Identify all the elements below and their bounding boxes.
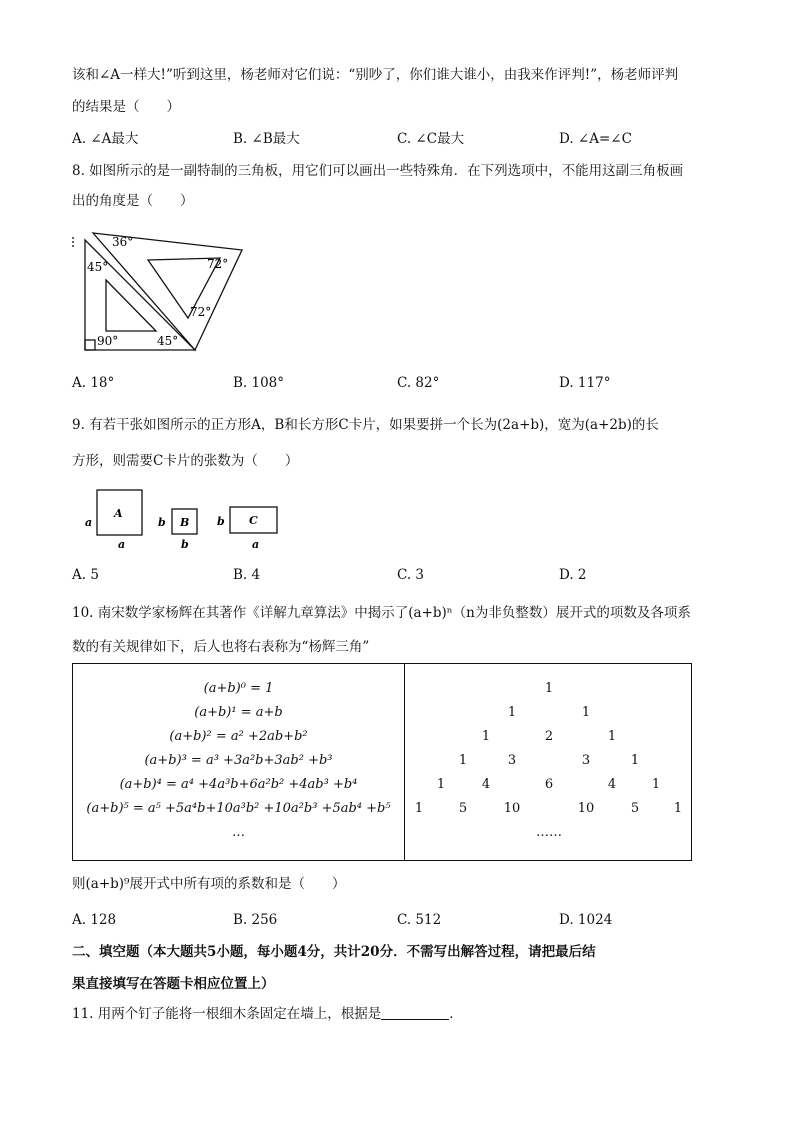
card-b-side: b bbox=[158, 516, 166, 529]
card-a-bottom: a bbox=[118, 538, 126, 551]
q9-text-line2: 方形，则需要C卡片的张数为（ ） bbox=[72, 453, 299, 469]
q8-text-line1: 8. 如图所示的是一副特制的三角板，用它们可以画出一些特殊角．在下列选项中，不能用这副三角板画 bbox=[72, 163, 684, 179]
q11-line bbox=[72, 1004, 722, 1024]
triangle-number: 5 bbox=[458, 801, 468, 816]
yanghui-table bbox=[72, 663, 692, 861]
q10-options bbox=[72, 910, 722, 930]
triangle-number: 4 bbox=[481, 777, 491, 792]
triangle-ruler-figure bbox=[70, 228, 250, 356]
triangle-number: 3 bbox=[507, 753, 517, 768]
card-a-label: A bbox=[114, 507, 123, 520]
q7-option-d[interactable]: D. ∠A=∠C bbox=[559, 131, 632, 147]
angle-label-72-upper: 72° bbox=[207, 257, 229, 271]
triangle-number: 1 bbox=[581, 705, 591, 720]
q9-option-c[interactable]: C. 3 bbox=[397, 567, 425, 583]
triangle-number: 1 bbox=[436, 777, 446, 792]
q9-option-d[interactable]: D. 2 bbox=[559, 567, 587, 583]
formula-ellipsis: … bbox=[232, 825, 245, 840]
formulas-cell bbox=[73, 664, 405, 861]
angle-label-36: 36° bbox=[112, 235, 134, 249]
formula-row: (a+b)⁵ = a⁵ +5a⁴b+10a³b² +10a²b³ +5ab⁴ +b⁵ bbox=[86, 801, 391, 816]
q8-options bbox=[72, 373, 722, 393]
q11-answer-blank[interactable] bbox=[381, 1005, 449, 1020]
q7-options bbox=[72, 129, 722, 149]
triangle-number: 4 bbox=[607, 777, 617, 792]
q11-text: 11. 用两个钉子能将一根细木条固定在墙上，根据是 bbox=[72, 1006, 382, 1022]
q10-option-a[interactable]: A. 128 bbox=[72, 912, 117, 928]
q10-text-line2: 数的有关规律如下，后人也将右表称为“杨辉三角” bbox=[72, 639, 370, 655]
triangle-number: 3 bbox=[581, 753, 591, 768]
formula-row: (a+b)⁴ = a⁴ +4a³b+6a²b² +4ab³ +b⁴ bbox=[119, 777, 358, 792]
triangle-number: 1 bbox=[673, 801, 683, 816]
q9-option-a[interactable]: A. 5 bbox=[72, 567, 99, 583]
card-a-side: a bbox=[85, 516, 93, 529]
q11-end: ． bbox=[449, 1006, 463, 1022]
q8-option-c[interactable]: C. 82° bbox=[397, 375, 440, 391]
triangle-number: 1 bbox=[414, 801, 424, 816]
triangle-number: 1 bbox=[544, 681, 554, 696]
triangle-number: 1 bbox=[481, 729, 491, 744]
angle-label-90: 90° bbox=[97, 334, 119, 348]
q7-text-line2: 的结果是（ ） bbox=[72, 99, 180, 115]
yanghui-triangle bbox=[405, 664, 691, 860]
triangle-cell bbox=[405, 664, 692, 861]
q7-option-a[interactable]: A. ∠A最大 bbox=[72, 131, 139, 147]
q8-option-d[interactable]: D. 117° bbox=[559, 375, 611, 391]
triangle-number: 10 bbox=[577, 801, 595, 816]
q8-option-b[interactable]: B. 108° bbox=[233, 375, 285, 391]
triangle-number: 1 bbox=[507, 705, 517, 720]
formula-row: (a+b)¹ = a+b bbox=[194, 705, 283, 720]
q7-text-line1: 该和∠A一样大!”听到这里，杨老师对它们说：“别吵了，你们谁大谁小，由我来作评判!”，杨老师评判 bbox=[72, 67, 679, 83]
q9-text-line1: 9. 有若干张如图所示的正方形A，B和长方形C卡片，如果要拼一个长为(2a+b)，宽为(a+2b)的长 bbox=[72, 417, 659, 433]
formula-row: (a+b)⁰ = 1 bbox=[203, 681, 274, 696]
q8-text-line2: 出的角度是（ ） bbox=[72, 193, 194, 209]
formula-row: (a+b)² = a² +2ab+b² bbox=[169, 729, 308, 744]
q9-options bbox=[72, 565, 722, 585]
q7-option-c[interactable]: C. ∠C最大 bbox=[397, 131, 465, 147]
q10-option-b[interactable]: B. 256 bbox=[233, 912, 278, 928]
triangle-number: 1 bbox=[458, 753, 468, 768]
triangle-number: 5 bbox=[630, 801, 640, 816]
triangle-number: 1 bbox=[651, 777, 661, 792]
angle-label-45-bottom: 45° bbox=[157, 334, 179, 348]
q10-question: 则(a+b)⁹展开式中所有项的系数和是（ ） bbox=[72, 876, 346, 892]
triangle-number: 1 bbox=[607, 729, 617, 744]
section2-heading-line2: 果直接填写在答题卡相应位置上） bbox=[72, 976, 275, 992]
card-c-bottom: a bbox=[252, 538, 260, 551]
triangle-ellipsis: …… bbox=[536, 825, 562, 840]
formula-row: (a+b)³ = a³ +3a²b+3ab² +b³ bbox=[144, 753, 333, 768]
triangle-number: 1 bbox=[630, 753, 640, 768]
section2-heading-line1: 二、填空题（本大题共5小题，每小题4分，共计20分．不需写出解答过程，请把最后结 bbox=[72, 944, 596, 960]
q9-option-b[interactable]: B. 4 bbox=[233, 567, 261, 583]
triangle-number: 6 bbox=[544, 777, 554, 792]
q10-option-d[interactable]: D. 1024 bbox=[559, 912, 613, 928]
triangle-number: 2 bbox=[544, 729, 554, 744]
q10-option-c[interactable]: C. 512 bbox=[397, 912, 442, 928]
card-c-label: C bbox=[249, 514, 258, 527]
card-c-side: b bbox=[217, 515, 225, 528]
card-b-bottom: b bbox=[181, 538, 189, 551]
angle-label-45-top: 45° bbox=[87, 260, 109, 274]
card-b-label: B bbox=[180, 516, 190, 529]
q10-text-line1: 10. 南宋数学家杨辉在其著作《详解九章算法》中揭示了(a+b)ⁿ（n为非负整数）展开式的项数及各项系 bbox=[72, 605, 691, 621]
angle-label-72-lower: 72° bbox=[190, 305, 212, 319]
q7-option-b[interactable]: B. ∠B最大 bbox=[233, 131, 300, 147]
q8-option-a[interactable]: A. 18° bbox=[72, 375, 115, 391]
triangle-number: 10 bbox=[503, 801, 521, 816]
cards-figure bbox=[80, 488, 290, 554]
